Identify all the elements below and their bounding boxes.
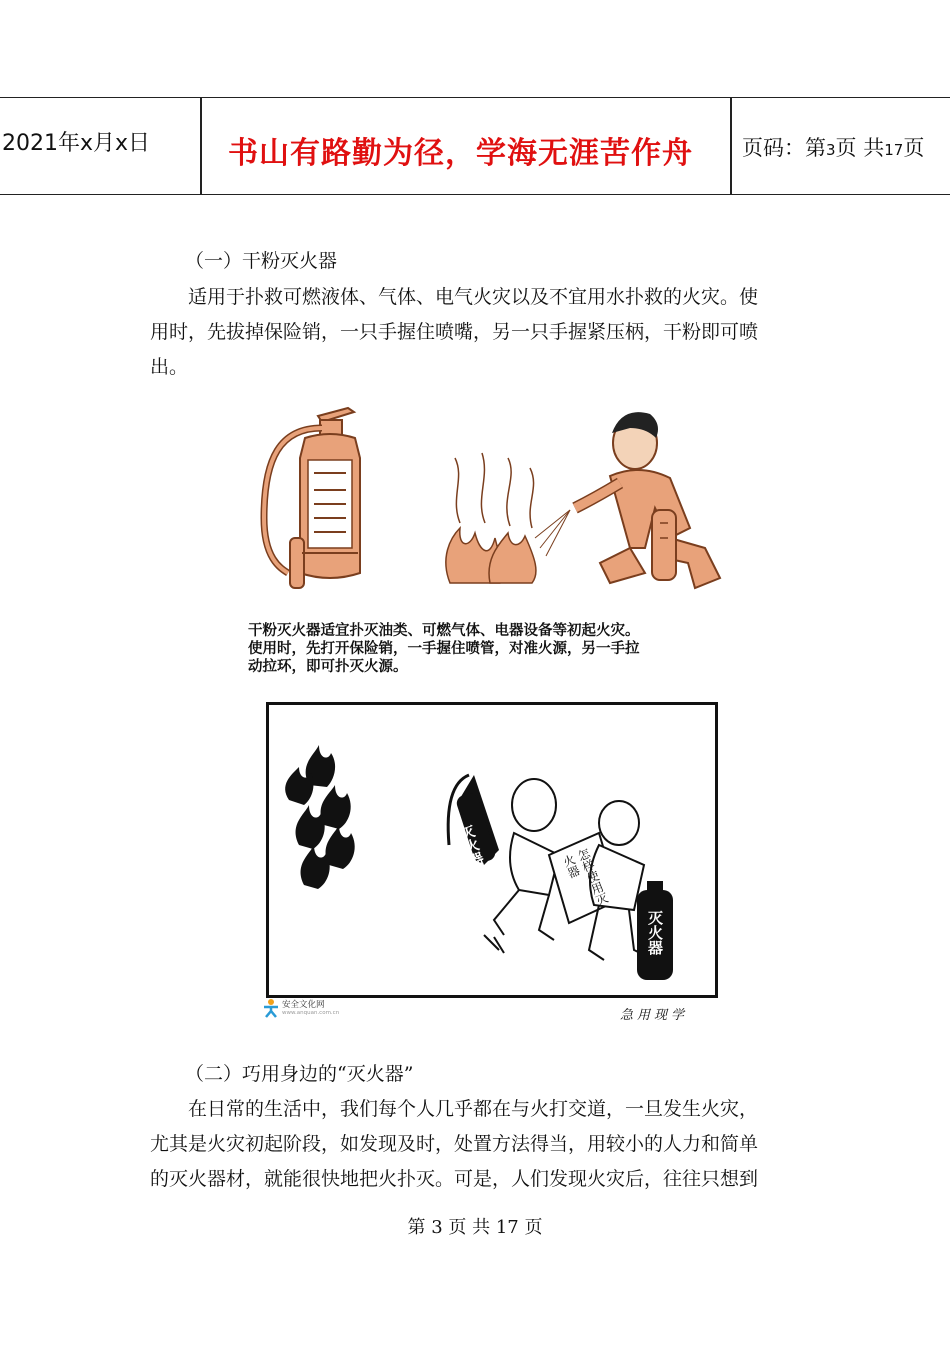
header-divider — [200, 98, 202, 194]
person-logo-icon — [262, 998, 280, 1018]
section-body — [150, 1092, 800, 1197]
body-line: 的灭火器材，就能很快地把火扑灭。可是，人们发现火灾后，往往只想到 — [150, 1168, 759, 1190]
caption-line: 使用时，先打开保险销，一手握住喷管，对准火源，另一手拉 — [248, 641, 640, 657]
page-total: 17 — [884, 141, 904, 159]
extinguisher-label-right: 灭火器 — [646, 910, 664, 955]
figure-caption — [248, 622, 748, 676]
section-title: （一）干粉灭火器 — [185, 250, 338, 272]
caption-line: 干粉灭火器适宜扑灭油类、可燃气体、电器设备等初起火灾。 — [248, 623, 640, 639]
extinguisher-label-left: 灭火器 — [456, 823, 486, 869]
booklet-text: 怎样使用灭火器 — [559, 846, 611, 908]
header-page-info — [742, 132, 924, 162]
body-line: 用时，先拔掉保险销，一只手握住喷嘴，另一只手握紧压柄，干粉即可喷 — [150, 321, 759, 343]
page-label: 页码：第 — [742, 136, 826, 160]
page-header — [0, 97, 950, 195]
section-body — [150, 280, 800, 385]
firefighter-man-icon — [575, 412, 720, 588]
fire-icon — [285, 745, 355, 889]
body-line: 适用于扑救可燃液体、气体、电气火灾以及不宜用水扑救的火灾。使 — [150, 286, 759, 308]
body-line: 尤其是火灾初起阶段，如发现及时，处置方法得当，用较小的人力和简单 — [150, 1133, 759, 1155]
page-end: 页 — [903, 136, 925, 160]
spray-lines-icon — [535, 510, 570, 556]
watermark-url: www.anquan.com.cn — [282, 1009, 340, 1016]
caption-line: 动拉环，即可扑灭火源。 — [248, 659, 408, 675]
cartoon-frame — [266, 702, 718, 998]
page-current: 3 — [826, 141, 836, 159]
section-title: （二）巧用身边的“灭火器” — [185, 1063, 414, 1085]
header-motto: 书山有路勤为径，学海无涯苦作舟 — [228, 136, 693, 171]
fire-extinguisher-icon — [264, 408, 360, 588]
page-footer: 第 3 页 共 17 页 — [407, 1217, 543, 1238]
cartoon-man-left-icon — [484, 779, 559, 953]
watermark-text: 安全文化网 — [282, 999, 325, 1010]
fire-icon — [446, 453, 536, 583]
header-date: 2021年x月x日 — [2, 131, 151, 156]
body-line: 出。 — [150, 356, 189, 378]
dry-powder-extinguisher-illustration — [250, 398, 740, 618]
body-line: 在日常的生活中，我们每个人几乎都在与火打交道，一旦发生火灾， — [150, 1098, 759, 1120]
header-divider — [730, 98, 732, 194]
watermark — [262, 998, 339, 1018]
cartoon-title: 急用现学 — [620, 1008, 689, 1023]
page-mid: 页 共 — [835, 136, 885, 160]
